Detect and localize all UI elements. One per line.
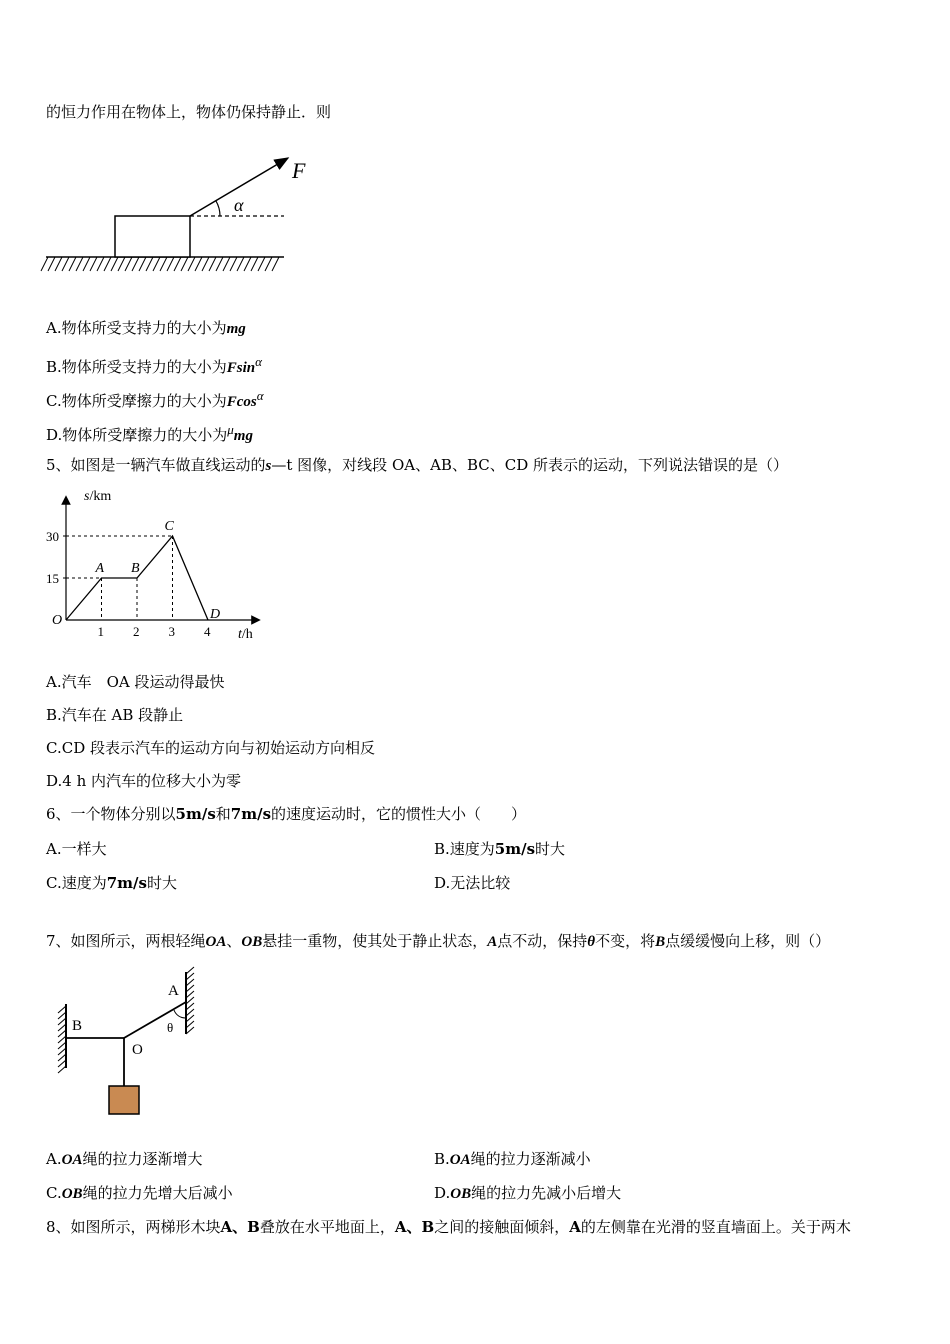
- y-tick-label: 15: [46, 571, 59, 586]
- y-axis-label: s/km: [84, 489, 112, 504]
- q5-option-c[interactable]: C.CD 段表示汽车的运动方向与初始运动方向相反: [46, 739, 375, 757]
- q4-option-a[interactable]: A.物体所受支持力的大小为mg: [46, 319, 246, 337]
- rope-oa: [124, 1002, 186, 1038]
- q6-option-b[interactable]: B.速度为5m/s时大: [434, 840, 566, 858]
- x-axis-label: t/h: [238, 627, 253, 642]
- q5-stem: 5、如图是一辆汽车做直线运动的s—t 图像，对线段 OA、AB、BC、CD 所表示的运动，下列说法错误的是（）: [46, 456, 788, 474]
- q5-option-d[interactable]: D.4 h 内汽车的位移大小为零: [46, 772, 242, 790]
- block: [115, 216, 190, 257]
- q7-option-b[interactable]: B.OA绳的拉力逐渐减小: [434, 1150, 591, 1168]
- point-label-o: O: [52, 613, 63, 628]
- q5-option-a[interactable]: A.汽车 OA 段运动得最快: [46, 673, 225, 691]
- q7-option-c[interactable]: C.OB绳的拉力先增大后减小: [46, 1184, 233, 1202]
- x-tick-label: 4: [204, 624, 211, 639]
- s-t-chart: [44, 486, 274, 646]
- q8-stem: 8、如图所示，两梯形木块A、B叠放在水平地面上，A、B之间的接触面倾斜，A的左侧靠在光滑的竖直墙面上。关于两木: [46, 1218, 851, 1236]
- force-label: F: [292, 158, 306, 183]
- weight-block: [109, 1086, 139, 1114]
- label-o: O: [132, 1042, 143, 1058]
- point-label-d: D: [210, 607, 221, 622]
- q6-option-c[interactable]: C.速度为7m/s时大: [46, 874, 177, 892]
- q4-option-c[interactable]: C.物体所受摩擦力的大小为Fcosα: [46, 388, 264, 410]
- q4-option-d[interactable]: D.物体所受摩擦力的大小为μmg: [46, 422, 253, 444]
- label-theta: θ: [167, 1020, 174, 1035]
- x-tick-label: 2: [133, 624, 140, 639]
- q6-option-d[interactable]: D.无法比较: [434, 874, 511, 892]
- point-label-c: C: [164, 519, 174, 534]
- q6-stem: 6、一个物体分别以5m/s和7m/s的速度运动时，它的惯性大小（ ）: [46, 805, 527, 823]
- series-line: [66, 536, 208, 620]
- rope-diagram: [50, 968, 200, 1118]
- angle-label: α: [234, 195, 244, 215]
- x-tick-label: 1: [97, 624, 104, 639]
- intro-text: 的恒力作用在物体上，物体仍保持静止．则: [46, 103, 332, 121]
- q4-option-b[interactable]: B.物体所受支持力的大小为Fsinα: [46, 354, 262, 376]
- q7-option-d[interactable]: D.OB绳的拉力先减小后增大: [434, 1184, 622, 1202]
- q7-stem: 7、如图所示，两根轻绳OA、OB悬挂一重物，使其处于静止状态，A点不动，保持θ不变，将B点缓缓慢向上移，则（）: [46, 932, 831, 950]
- y-tick-label: 30: [46, 529, 59, 544]
- point-label-b: B: [131, 561, 140, 576]
- x-tick-label: 3: [168, 624, 175, 639]
- q5-option-b[interactable]: B.汽车在 AB 段静止: [46, 706, 184, 724]
- label-a: A: [168, 983, 179, 999]
- label-b: B: [72, 1018, 83, 1034]
- q6-option-a[interactable]: A.一样大: [46, 840, 107, 858]
- force-diagram: [44, 150, 324, 280]
- q7-option-a[interactable]: A.OA绳的拉力逐渐增大: [46, 1150, 203, 1168]
- point-label-a: A: [95, 561, 105, 576]
